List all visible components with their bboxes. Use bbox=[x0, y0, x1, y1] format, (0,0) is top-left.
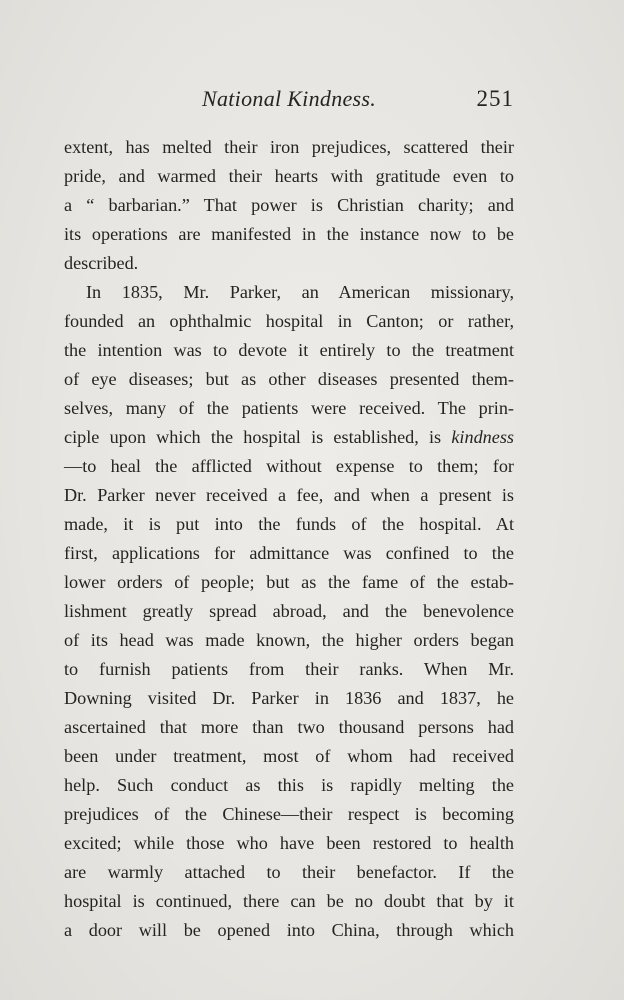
paragraph-1 bbox=[64, 133, 514, 278]
text-line: pride, and warmed their hearts with gratitude even to bbox=[64, 166, 514, 186]
text-line: help. Such conduct as this is rapidly melting the bbox=[64, 775, 514, 795]
text-line: lishment greatly spread abroad, and the benevolence bbox=[64, 601, 514, 621]
running-head bbox=[64, 86, 514, 120]
text-line: made, it is put into the funds of the hospital. At bbox=[64, 514, 514, 534]
paragraph-2 bbox=[64, 278, 514, 945]
text-line: Downing visited Dr. Parker in 1836 and 1837, he bbox=[64, 688, 514, 708]
text-line: lower orders of people; but as the fame of the estab- bbox=[64, 572, 514, 592]
text-line: a “ barbarian.” That power is Christian charity; and bbox=[64, 195, 514, 215]
text-line: of its head was made known, the higher orders began bbox=[64, 630, 514, 650]
text-line: to furnish patients from their ranks. When Mr. bbox=[64, 659, 514, 679]
running-title: National Kindness. bbox=[202, 86, 377, 111]
text-line: its operations are manifested in the instance now to be bbox=[64, 224, 514, 244]
text-line: been under treatment, most of whom had received bbox=[64, 746, 514, 766]
text-line: selves, many of the patients were received. The prin- bbox=[64, 398, 514, 418]
page-number: 251 bbox=[476, 86, 514, 111]
text-line: hospital is continued, there can be no doubt that by it bbox=[64, 891, 514, 911]
text-line: are warmly attached to their benefactor. If the bbox=[64, 862, 514, 882]
text-line: —to heal the afflicted without expense to them; for bbox=[64, 456, 514, 476]
text-line-with-italic: ciple upon which the hospital is established, is kindness bbox=[64, 427, 514, 447]
text-line: first, applications for admittance was confined to the bbox=[64, 543, 514, 563]
text-line: ascertained that more than two thousand persons had bbox=[64, 717, 514, 737]
body-text bbox=[64, 133, 514, 945]
italic-word: kindness bbox=[451, 427, 514, 447]
text-line: a door will be opened into China, through which bbox=[64, 920, 514, 940]
text-line: extent, has melted their iron prejudices, scattered their bbox=[64, 137, 514, 157]
text-line: excited; while those who have been restored to health bbox=[64, 833, 514, 853]
text-line: In 1835, Mr. Parker, an American missionary, bbox=[86, 282, 514, 302]
text-line: Dr. Parker never received a fee, and when a present is bbox=[64, 485, 514, 505]
text-line: prejudices of the Chinese—their respect is becoming bbox=[64, 804, 514, 824]
text-line: described. bbox=[64, 253, 139, 273]
text-line: of eye diseases; but as other diseases presented them- bbox=[64, 369, 514, 389]
text-line: founded an ophthalmic hospital in Canton; or rather, bbox=[64, 311, 514, 331]
text-line: the intention was to devote it entirely to the treatment bbox=[64, 340, 514, 360]
